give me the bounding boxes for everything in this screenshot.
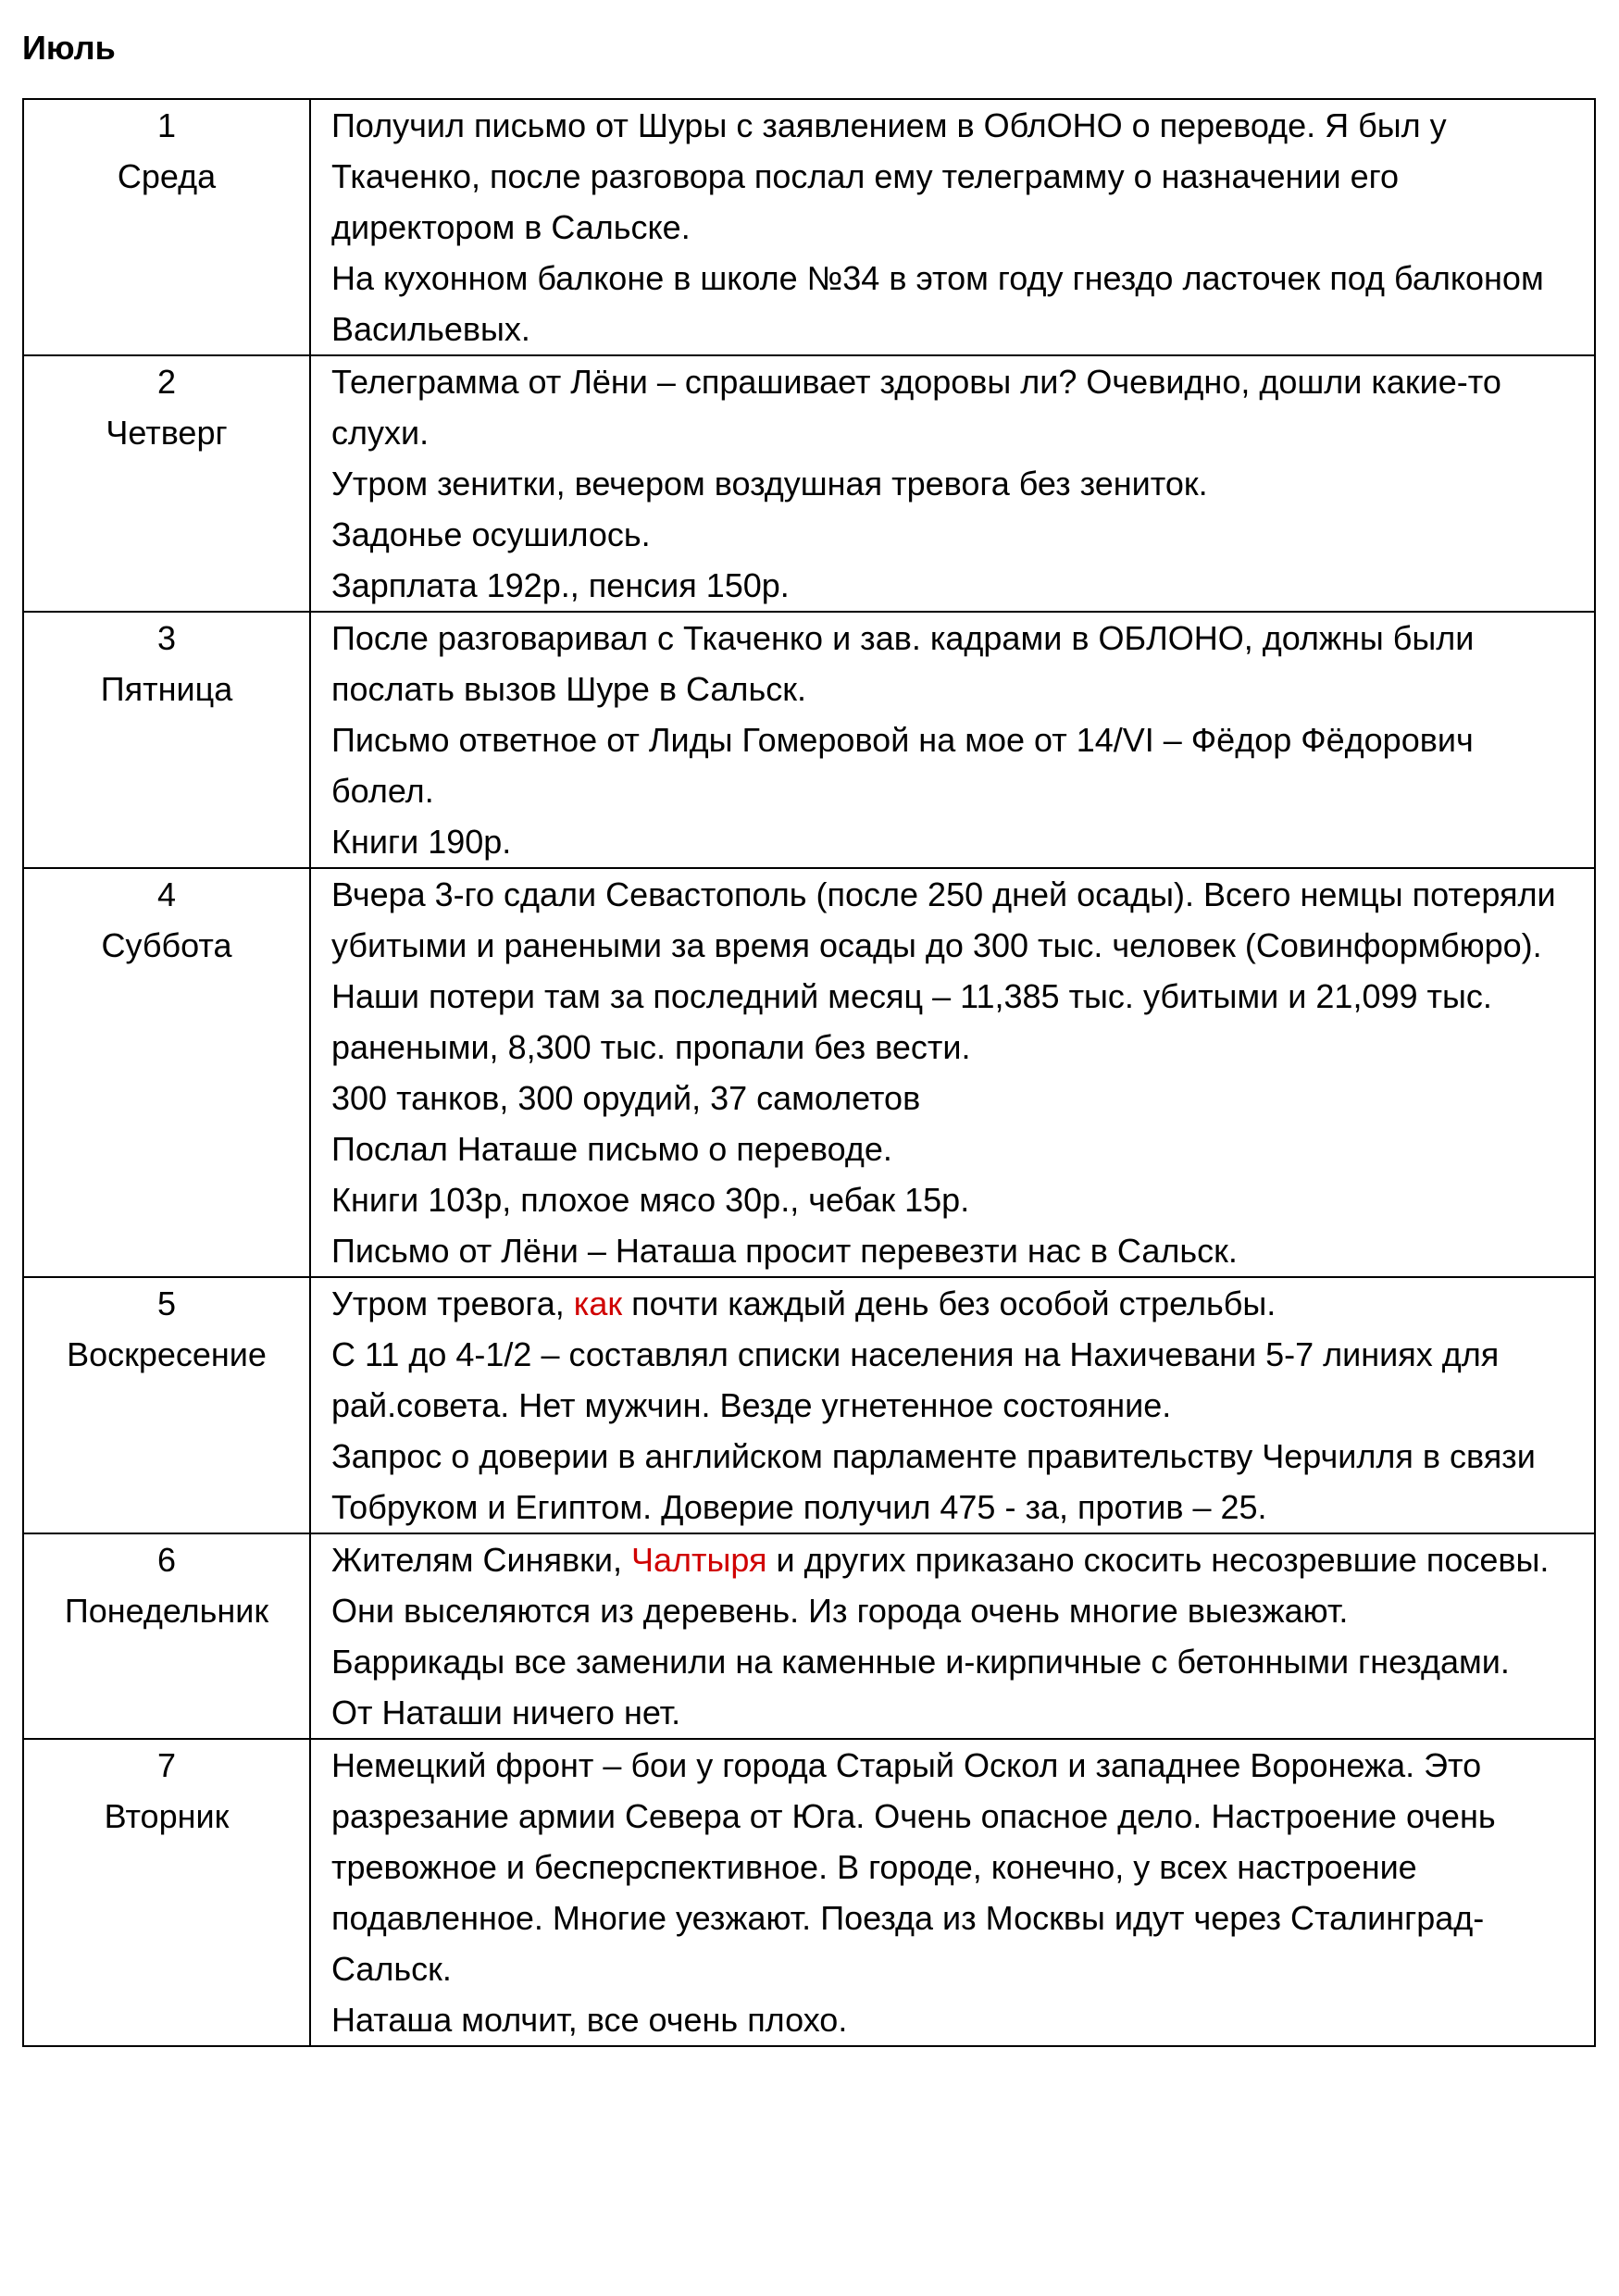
entry-paragraph (331, 1329, 1585, 1431)
entry-paragraph (331, 1740, 1585, 1994)
entry-text: и других приказано скосить несозревшие посевы. Они выселяются из деревень. Из города очень многие выезжают. (331, 1541, 1550, 1630)
entry-text: Вчера 3-го сдали Севастополь (после 250 дней осады). Всего немцы потеряли убитыми и ранеными за время осады до 300 тыс. человек (Совинформбюро). Наши потери там за последний месяц – 11,385 тыс. убитыми и 21,099 тыс. ранеными, 8,300 тыс. пропали без вести. (331, 875, 1556, 1066)
entry-text: С 11 до 4-1/2 – составлял списки населения на Нахичевани 5-7 линиях для рай.совета. Нет мужчин. Везде угнетенное состояние. (331, 1335, 1500, 1424)
page-title: Июль (22, 29, 116, 67)
entry-text-cell (310, 1277, 1595, 1533)
date-cell (23, 1533, 310, 1739)
entry-text-cell (310, 1739, 1595, 2046)
weekday: Четверг (106, 414, 228, 452)
entry-text: Жителям Синявки, (331, 1541, 631, 1579)
entry-text: Наташа молчит, все очень плохо. (331, 2001, 848, 2039)
day-number: 1 (156, 106, 177, 144)
weekday: Пятница (100, 670, 233, 708)
date-cell (23, 1739, 310, 2046)
diary-row (23, 612, 1595, 868)
day-number: 6 (156, 1541, 177, 1579)
entry-text: На кухонном балконе в школе №34 в этом году гнездо ласточек под балконом Васильевых. (331, 259, 1544, 348)
entry-text: 300 танков, 300 орудий, 37 самолетов (331, 1079, 921, 1117)
entry-paragraph (331, 1174, 1585, 1225)
entry-text: От Наташи ничего нет. (331, 1694, 681, 1731)
entry-paragraph (331, 714, 1585, 816)
entry-paragraph (331, 458, 1585, 509)
entry-paragraph (331, 1123, 1585, 1174)
weekday: Суббота (101, 926, 232, 964)
date-cell (23, 99, 310, 355)
day-number: 3 (156, 619, 177, 657)
diary-row (23, 99, 1595, 355)
entry-text: Письмо ответное от Лиды Гомеровой на мое от 14/VI – Фёдор Фёдорович болел. (331, 721, 1474, 810)
entry-paragraph (331, 869, 1585, 1073)
entry-text-cell (310, 355, 1595, 612)
diary-row (23, 1277, 1595, 1533)
entry-paragraph (331, 613, 1585, 714)
weekday: Среда (117, 157, 217, 195)
weekday: Воскресение (67, 1335, 267, 1373)
weekday: Понедельник (64, 1592, 269, 1630)
entry-text: Послал Наташе письмо о переводе. (331, 1130, 892, 1168)
highlighted-word: Чалтыря (630, 1541, 767, 1579)
date-cell (23, 1277, 310, 1533)
entry-text-cell (310, 1533, 1595, 1739)
date-cell (23, 612, 310, 868)
diary-row (23, 1739, 1595, 2046)
date-cell (23, 355, 310, 612)
day-number: 4 (156, 875, 177, 913)
entry-text-cell (310, 612, 1595, 868)
entry-text: Зарплата 192р., пенсия 150р. (331, 566, 790, 604)
entry-paragraph (331, 1073, 1585, 1123)
entry-paragraph (331, 816, 1585, 867)
day-number: 7 (156, 1746, 177, 1784)
date-cell (23, 868, 310, 1277)
entry-paragraph (331, 1278, 1585, 1329)
highlighted-word: как (573, 1285, 623, 1322)
entry-paragraph (331, 1431, 1585, 1533)
entry-paragraph (331, 1687, 1585, 1738)
diary-table-body (23, 99, 1595, 2046)
entry-text: Задонье осушилось. (331, 515, 651, 553)
entry-text: почти каждый день без особой стрельбы. (622, 1285, 1277, 1322)
entry-paragraph (331, 100, 1585, 253)
entry-text: Телеграмма от Лёни – спрашивает здоровы ли? Очевидно, дошли какие-то слухи. (331, 363, 1501, 452)
day-number: 5 (156, 1285, 177, 1322)
entry-paragraph (331, 1225, 1585, 1276)
entry-text: После разговаривал с Ткаченко и зав. кадрами в ОБЛОНО, должны были послать вызов Шуре в Сальск. (331, 619, 1475, 708)
diary-row (23, 1533, 1595, 1739)
entry-text-cell (310, 868, 1595, 1277)
day-number: 2 (156, 363, 177, 401)
entry-paragraph (331, 253, 1585, 354)
diary-row (23, 355, 1595, 612)
entry-paragraph (331, 1534, 1585, 1636)
entry-paragraph (331, 356, 1585, 458)
entry-text: Книги 190р. (331, 823, 512, 861)
entry-text: Баррикады все заменили на каменные и-кирпичные с бетонными гнездами. (331, 1643, 1510, 1681)
entry-paragraph (331, 509, 1585, 560)
entry-text: Немецкий фронт – бои у города Старый Оскол и западнее Воронежа. Это разрезание армии Севера от Юга. Очень опасное дело. Настроение очень тревожное и бесперспективное. В городе, конечно, у всех настроение подавленное. Многие уезжают. Поезда из Москвы идут через Сталинград-Сальск. (331, 1746, 1496, 1988)
entry-text: Утром зенитки, вечером воздушная тревога без зениток. (331, 465, 1208, 503)
entry-paragraph (331, 560, 1585, 611)
entry-paragraph (331, 1636, 1585, 1687)
weekday: Вторник (104, 1797, 230, 1835)
entry-text: Письмо от Лёни – Наташа просит перевезти нас в Сальск. (331, 1232, 1238, 1270)
diary-table (22, 98, 1596, 2047)
diary-row (23, 868, 1595, 1277)
entry-text: Книги 103р, плохое мясо 30р., чебак 15р. (331, 1181, 970, 1219)
entry-paragraph (331, 1994, 1585, 2045)
entry-text: Утром тревога, (331, 1285, 574, 1322)
entry-text: Запрос о доверии в английском парламенте правительству Черчилля в связи Тобруком и Египтом. Доверие получил 475 - за, против – 25. (331, 1437, 1536, 1526)
entry-text-cell (310, 99, 1595, 355)
entry-text: Получил письмо от Шуры с заявлением в ОблОНО о переводе. Я был у Ткаченко, после разговора послал ему телеграмму о назначении его директором в Сальске. (331, 106, 1447, 246)
